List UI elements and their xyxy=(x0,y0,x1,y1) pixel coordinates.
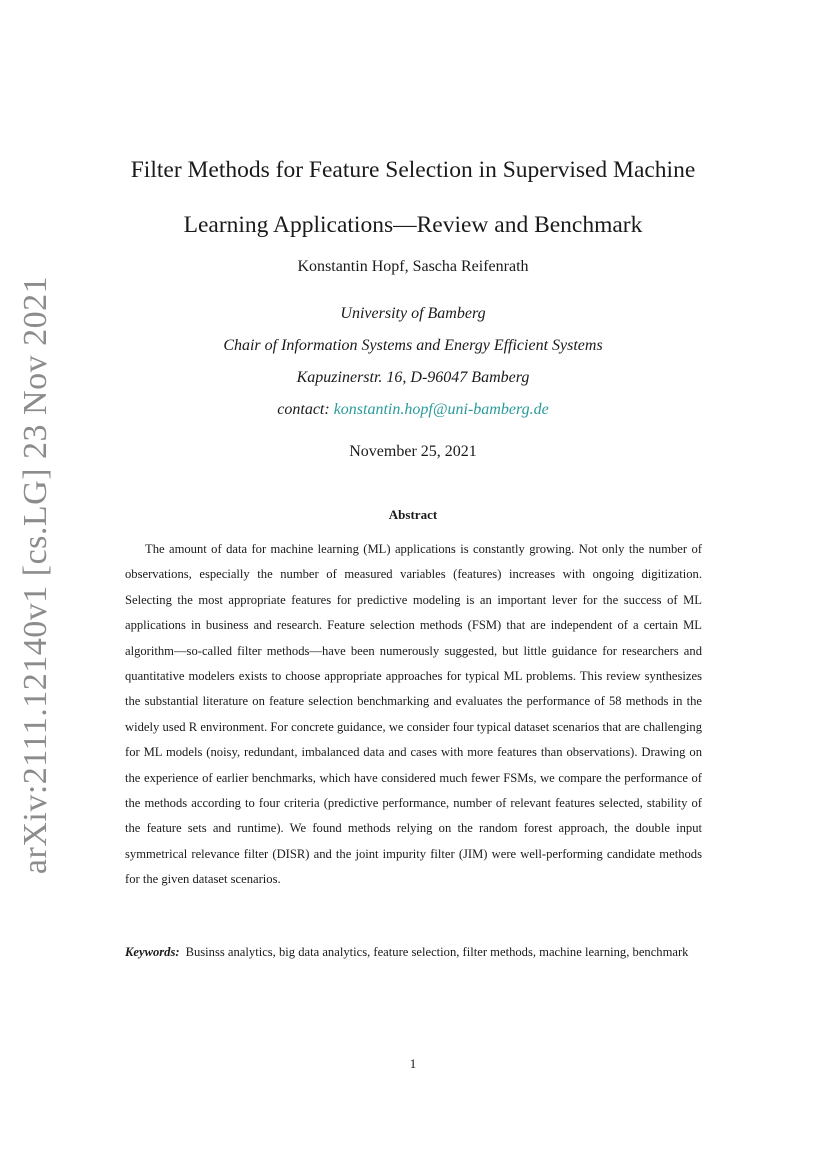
abstract-text: The amount of data for machine learning (ML) applications is constantly growing. Not only the number of observations, especially the number of measured variables (features) increases with ongoing digitization. Selecting the most appropriate features for predictive modeling is an important lever for the success of ML applications in business and research. Feature selection methods (FSM) that are independent of a certain ML algorithm—so-called filter methods—have been numerously suggested, but little guidance for researchers and quantitative modelers exists to choose appropriate approaches for typical ML problems. This review synthesizes the substantial literature on feature selection benchmarking and evaluates the performance of 58 methods in the widely used R environment. For concrete guidance, we consider four typical dataset scenarios that are challenging for ML models (noisy, redundant, imbalanced data and cases with more features than observations). Drawing on the experience of earlier benchmarks, which have considered much fewer FSMs, we compare the performance of the methods according to four criteria (predictive performance, number of relevant features selected, stability of the feature sets and runtime). We found methods relying on the random forest approach, the double input symmetrical relevance filter (DISR) and the joint impurity filter (JIM) were well-performing candidate methods for the given dataset scenarios. xyxy=(125,542,702,887)
paper-title-line-1: Filter Methods for Feature Selection in Supervised Machine xyxy=(130,157,696,183)
affiliation-chair: Chair of Information Systems and Energy Efficient Systems xyxy=(223,337,603,354)
affiliation-address: Kapuzinerstr. 16, D-96047 Bamberg xyxy=(296,369,530,386)
keywords-label: Keywords: xyxy=(125,945,180,959)
keywords-paragraph xyxy=(125,940,702,965)
contact-label: contact: xyxy=(277,401,330,418)
affiliation-contact xyxy=(0,401,826,419)
arxiv-identifier-stamp: arXiv:2111.12140v1 [cs.LG] 23 Nov 2021 xyxy=(17,275,54,875)
abstract-heading: Abstract xyxy=(388,507,438,522)
page-number: 1 xyxy=(409,1056,417,1071)
paper-title-line-2: Learning Applications—Review and Benchmark xyxy=(183,212,643,238)
publication-date: November 25, 2021 xyxy=(349,443,477,460)
affiliation-university: University of Bamberg xyxy=(340,305,486,322)
paper-title xyxy=(0,143,826,253)
contact-email-link[interactable]: konstantin.hopf@uni-bamberg.de xyxy=(333,401,549,418)
author-list: Konstantin Hopf, Sascha Reifenrath xyxy=(297,258,529,275)
keywords-text: Businss analytics, big data analytics, feature selection, filter methods, machine learning, benchmark xyxy=(185,945,689,959)
